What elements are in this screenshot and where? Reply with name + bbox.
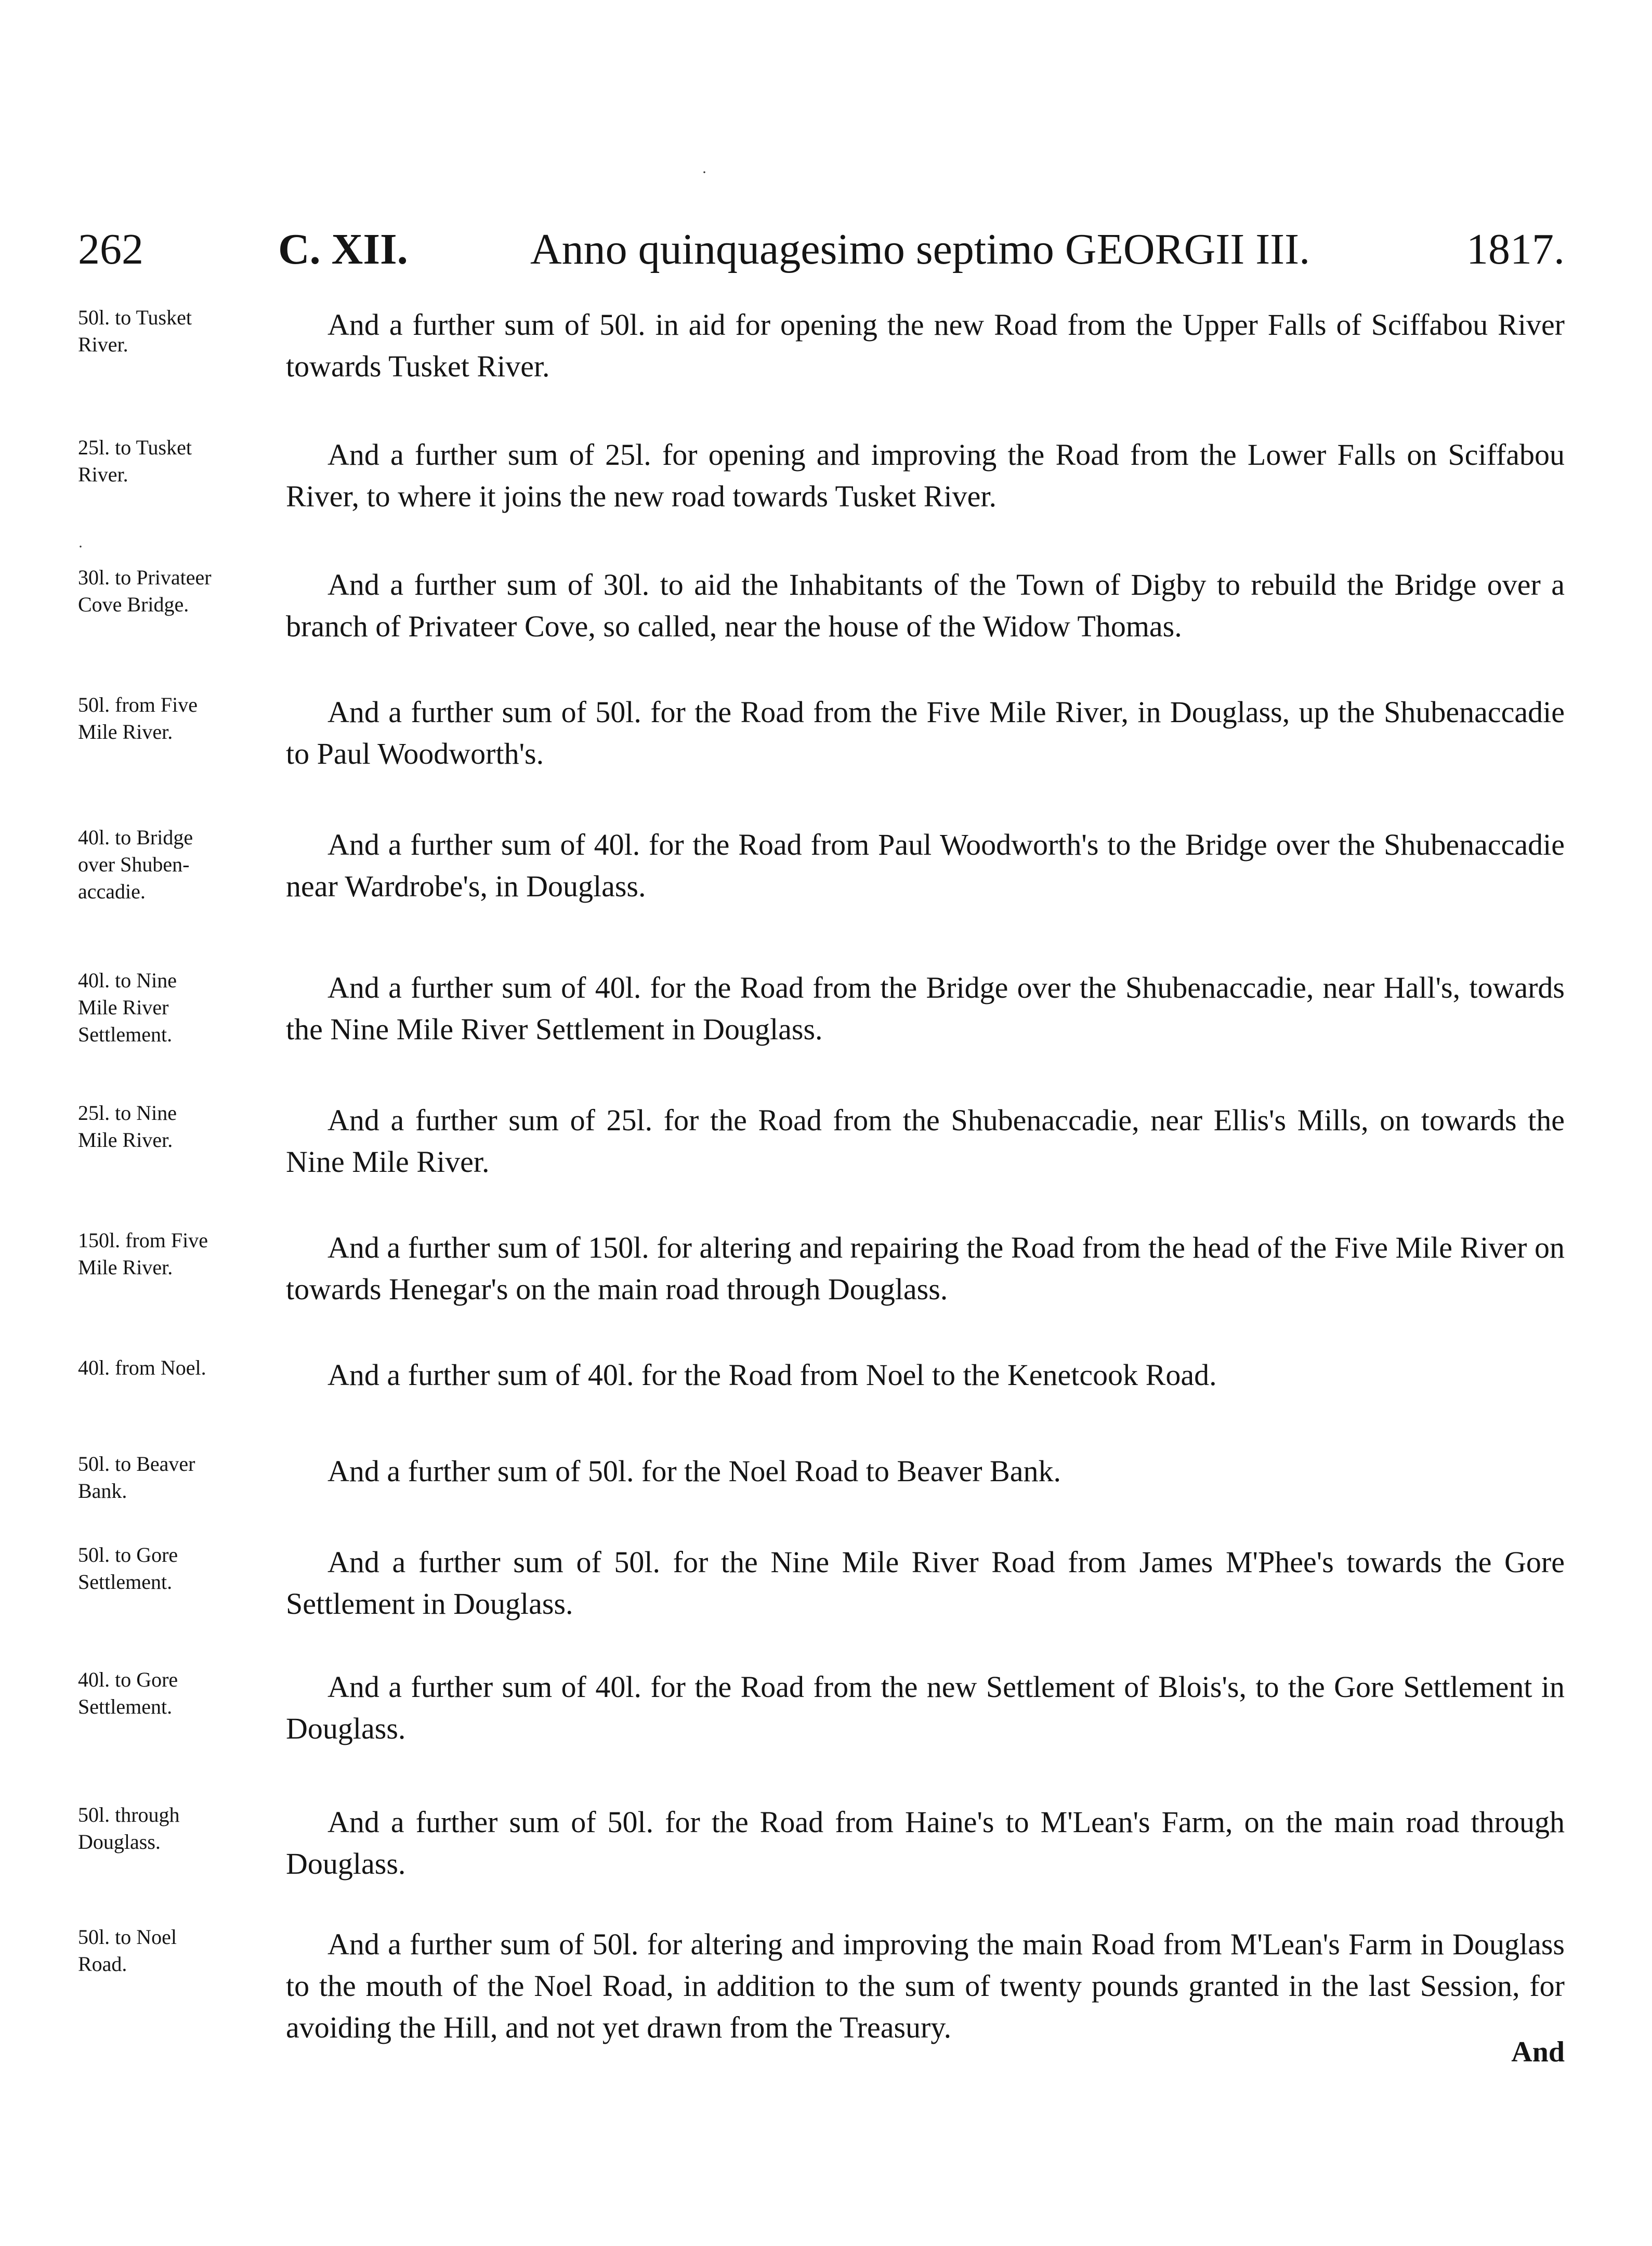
running-title: Anno quinquagesimo septimo GEORGII III. xyxy=(530,225,1310,273)
margin-note: 50l. from Five Mile River. xyxy=(78,693,198,743)
margin-note: 40l. to Gore Settlement. xyxy=(78,1668,178,1718)
margin-note: 50l. through Douglass. xyxy=(78,1803,180,1853)
entry-text: And a further sum of 25l. for the Road from the Shubenaccadie, near Ellis's Mills, on towards the Nine Mile River. xyxy=(286,1103,1565,1179)
entry-text: And a further sum of 30l. to aid the Inhabitants of the Town of Digby to rebuild the Bridge over a branch of Privateer Cove, so called, near the house of the Widow Thomas. xyxy=(286,568,1565,643)
page-number: 262 xyxy=(78,225,143,273)
entry-text: And a further sum of 40l. for the Road from the new Settlement of Blois's, to the Gore Settlement in Douglass. xyxy=(286,1670,1565,1745)
catchword: And xyxy=(1511,2036,1565,2068)
entry-text: And a further sum of 50l. for the Noel Road to Beaver Bank. xyxy=(327,1454,1061,1488)
entry-text: And a further sum of 50l. for the Road from Haine's to M'Lean's Farm, on the main road through Douglass. xyxy=(286,1805,1565,1881)
entry-text: And a further sum of 40l. for the Road from Noel to the Kenetcook Road. xyxy=(327,1358,1217,1392)
ink-speck: · xyxy=(702,164,707,181)
ink-speck: · xyxy=(78,538,83,555)
margin-note: 40l. to Nine Mile River Settlement. xyxy=(78,969,177,1046)
entry-text: And a further sum of 50l. for altering and improving the main Road from M'Lean's Farm in Douglass to the mouth of the Noel Road, in addition to the sum of twenty pounds granted in the last Session, for avoiding the Hill, and not yet drawn from the Treasury. xyxy=(286,1927,1565,2044)
entry-text: And a further sum of 50l. in aid for opening the new Road from the Upper Falls of Sciffabou River towards Tusket River. xyxy=(286,308,1565,383)
margin-note: 150l. from Five Mile River. xyxy=(78,1229,208,1279)
margin-note: 25l. to Nine Mile River. xyxy=(78,1101,177,1152)
margin-note: 30l. to Privateer Cove Bridge. xyxy=(78,566,212,616)
entry-text: And a further sum of 25l. for opening and improving the Road from the Lower Falls on Sciffabou River, to where it joins the new road towards Tusket River. xyxy=(286,438,1565,513)
entry-text: And a further sum of 50l. for the Nine Mile River Road from James M'Phee's towards the Gore Settlement in Douglass. xyxy=(286,1545,1565,1621)
margin-note: 40l. from Noel. xyxy=(78,1356,206,1379)
margin-note: 50l. to Beaver Bank. xyxy=(78,1452,195,1503)
margin-note: 50l. to Gore Settlement. xyxy=(78,1543,178,1594)
entry-text: And a further sum of 40l. for the Road from Paul Woodworth's to the Bridge over the Shubenaccadie near Wardrobe's, in Douglass. xyxy=(286,828,1565,903)
margin-note: 25l. to Tusket River. xyxy=(78,436,192,486)
entry-text: And a further sum of 40l. for the Road from the Bridge over the Shubenaccadie, near Hall's, towards the Nine Mile River Settlement in Douglass. xyxy=(286,971,1565,1046)
entry-text: And a further sum of 150l. for altering and repairing the Road from the head of the Five Mile River on towards Henegar's on the main road through Douglass. xyxy=(286,1231,1565,1306)
entry-text: And a further sum of 50l. for the Road from the Five Mile River, in Douglass, up the Shubenaccadie to Paul Woodworth's. xyxy=(286,695,1565,771)
margin-note: 40l. to Bridge over Shuben- accadie. xyxy=(78,826,193,903)
chapter-number: C. XII. xyxy=(278,225,408,273)
margin-note: 50l. to Noel Road. xyxy=(78,1925,177,1976)
running-header xyxy=(78,221,1565,278)
margin-note: 50l. to Tusket River. xyxy=(78,306,192,356)
header-year: 1817. xyxy=(1466,225,1565,273)
